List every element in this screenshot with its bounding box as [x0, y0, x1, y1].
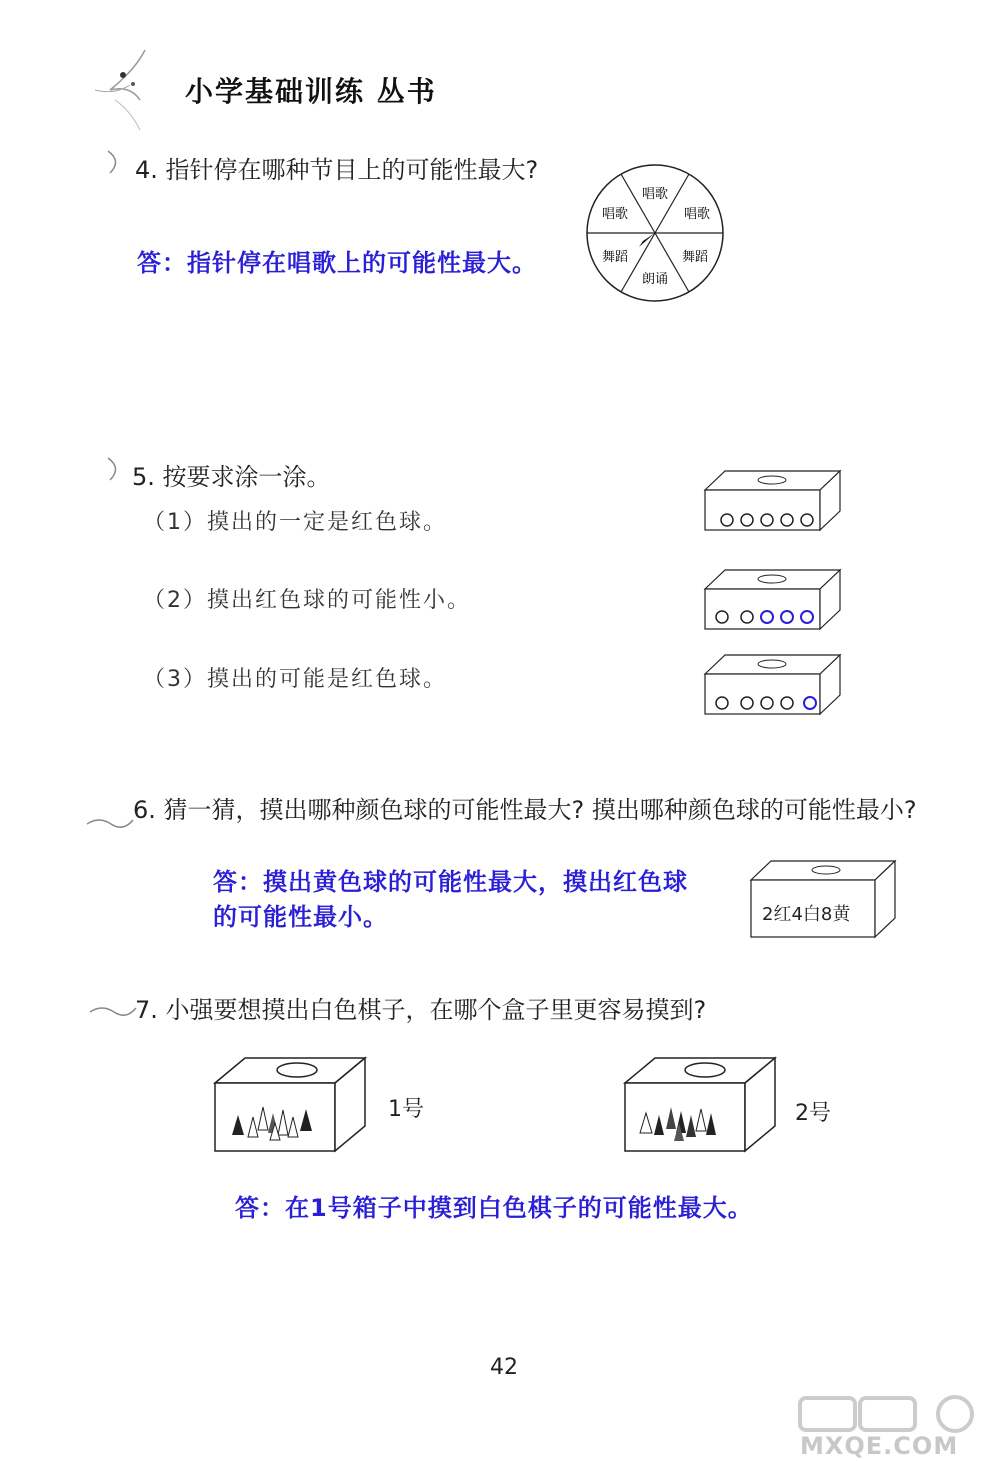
- q6-ball-box: [748, 858, 898, 940]
- q6-answer-line1: 答：摸出黄色球的可能性最大，摸出红色球: [213, 868, 688, 896]
- box1-label: 1号: [388, 1097, 424, 1122]
- q5-question: 5. 按要求涂一涂。: [132, 463, 331, 491]
- spinner-label: 唱歌: [641, 187, 669, 202]
- question-marker-icon: [88, 1000, 138, 1020]
- q5-item-1: （1）摸出的一定是红色球。: [143, 510, 447, 535]
- q6-box-label: 2红4白8黄: [762, 904, 851, 925]
- header-decoration-icon: [85, 40, 175, 135]
- q6-answer-line2: 的可能性最小。: [213, 903, 388, 931]
- chess-box-1: [210, 1055, 370, 1155]
- q7-answer: 答：在1号箱子中摸到白色棋子的可能性最大。: [235, 1194, 753, 1222]
- spinner-label: 朗诵: [641, 272, 669, 287]
- q6-question: 6. 猜一猜，摸出哪种颜色球的可能性最大? 摸出哪种颜色球的可能性最小?: [133, 796, 917, 824]
- spinner-label: 唱歌: [683, 207, 711, 222]
- q5-item-2: （2）摸出红色球的可能性小。: [143, 588, 471, 613]
- q4-answer: 答：指针停在唱歌上的可能性最大。: [137, 249, 537, 277]
- box2-label: 2号: [795, 1101, 831, 1126]
- q7-question: 7. 小强要想摸出白色棋子，在哪个盒子里更容易摸到?: [135, 996, 707, 1024]
- q4-question: 4. 指针停在哪种节目上的可能性最大?: [135, 156, 539, 184]
- ball-box-3: [700, 652, 845, 717]
- question-marker-icon: [85, 812, 135, 832]
- chess-box-2: [620, 1055, 780, 1155]
- spinner-label: 舞蹈: [601, 250, 629, 265]
- spinner-wheel: [583, 163, 728, 303]
- page-header-title: 小学基础训练 丛书: [185, 75, 437, 108]
- ball-box-2: [700, 567, 845, 632]
- q5-item-3: （3）摸出的可能是红色球。: [143, 667, 447, 692]
- question-marker-icon: [100, 148, 130, 178]
- question-marker-icon: [100, 455, 130, 485]
- watermark-text: MXQE.COM: [800, 1432, 959, 1460]
- ball-box-1: [700, 468, 845, 533]
- spinner-label: 唱歌: [601, 207, 629, 222]
- page-number: 42: [490, 1355, 518, 1380]
- spinner-label: 舞蹈: [681, 250, 709, 265]
